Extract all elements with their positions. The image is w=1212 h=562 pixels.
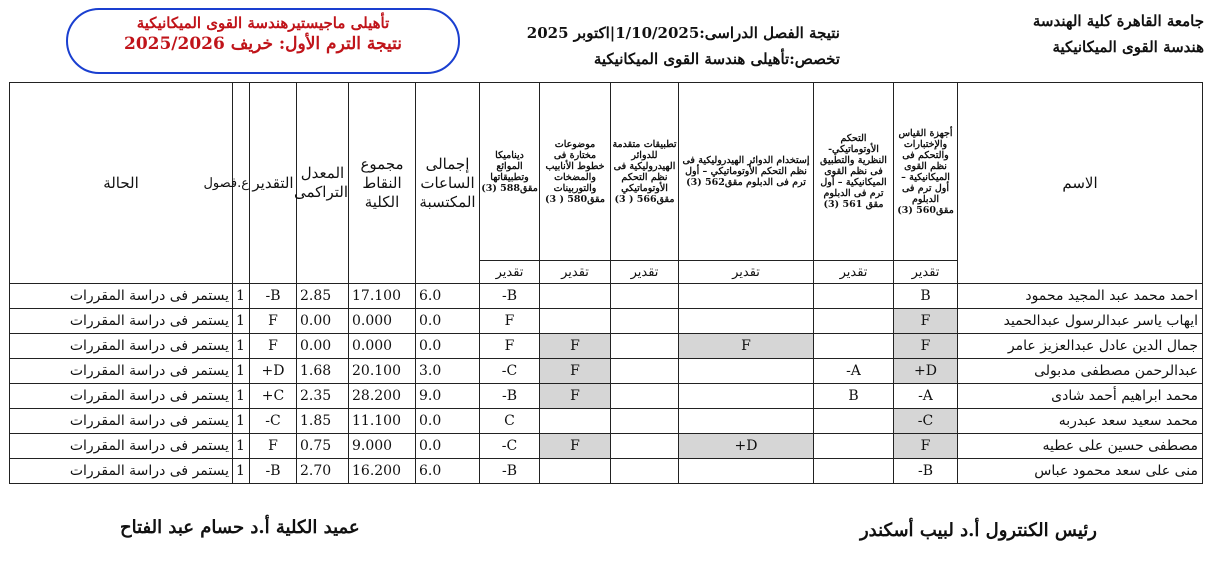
control-head-signature: رئيس الكنترول أ.د لبيب أسكندر	[859, 520, 1097, 541]
course-grade	[611, 434, 679, 459]
table-row	[10, 359, 1203, 384]
table-row	[10, 309, 1203, 334]
gpa-value: 0.00	[297, 309, 349, 334]
course-grade	[540, 309, 611, 334]
name-header: الاسم	[958, 83, 1203, 284]
gpa-value: 2.85	[297, 284, 349, 309]
results-table	[9, 82, 1203, 484]
final-grade: B-	[250, 284, 297, 309]
course-grade: F	[540, 434, 611, 459]
course-grade	[611, 384, 679, 409]
dean-signature: عميد الكلية أ.د حسام عبد الفتاح	[120, 517, 360, 538]
student-name: عبدالرحمن مصطفى مدبولى	[958, 359, 1203, 384]
course-grade: C-	[894, 409, 958, 434]
course-grade: A-	[894, 384, 958, 409]
course-grade: F	[894, 334, 958, 359]
student-status: يستمر فى دراسة المقررات	[10, 409, 233, 434]
student-status: يستمر فى دراسة المقررات	[10, 284, 233, 309]
course-grade	[679, 359, 814, 384]
student-name: احمد محمد عبد المجيد محمود	[958, 284, 1203, 309]
student-name: جمال الدين عادل عبدالعزيز عامر	[958, 334, 1203, 359]
course-grade: F	[540, 334, 611, 359]
taqdir-label: تقدير	[540, 261, 611, 284]
gpa-value: 2.70	[297, 459, 349, 484]
final-grade: B-	[250, 459, 297, 484]
title-box-line1: تأهيلى ماجيستيرهندسة القوى الميكانيكية	[136, 14, 390, 32]
course-grade: B-	[480, 284, 540, 309]
course-grade: B-	[894, 459, 958, 484]
gpa-value: 1.85	[297, 409, 349, 434]
course-grade	[814, 434, 894, 459]
total-points: 16.200	[349, 459, 416, 484]
course-grade: B-	[480, 459, 540, 484]
course-grade	[540, 284, 611, 309]
student-name: محمد سعيد سعد عبدربه	[958, 409, 1203, 434]
course-header-566: تطبيقات متقدمة للدوائر الهيدروليكية فى نظم التحكم الأوتوماتيكي مقق566 ( 3)	[611, 83, 679, 261]
specialization: تخصص:تأهيلى هندسة القوى الميكانيكية	[593, 50, 840, 68]
course-grade: A-	[814, 359, 894, 384]
course-grade	[814, 309, 894, 334]
table-row	[10, 334, 1203, 359]
final-grade: F	[250, 334, 297, 359]
final-grade: F	[250, 434, 297, 459]
course-grade: F	[894, 434, 958, 459]
gpa-value: 0.00	[297, 334, 349, 359]
course-header-562: إستخدام الدوائر الهيدروليكية فى نظم التحكم الأوتوماتيكي – أول ترم فى الدبلوم مقق562 (3)	[679, 83, 814, 261]
course-grade: C-	[480, 359, 540, 384]
student-name: ايهاب ياسر عبدالرسول عبدالحميد	[958, 309, 1203, 334]
course-grade	[611, 334, 679, 359]
course-grade	[540, 409, 611, 434]
earned-hours: 6.0	[416, 284, 480, 309]
course-grade: B	[814, 384, 894, 409]
course-grade: F	[894, 309, 958, 334]
points-header: مجموع النقاط الكلية	[349, 83, 416, 284]
course-grade: F	[480, 334, 540, 359]
earned-hours: 6.0	[416, 459, 480, 484]
title-box	[66, 8, 460, 74]
student-status: يستمر فى دراسة المقررات	[10, 384, 233, 409]
result-header	[460, 20, 840, 72]
total-points: 0.000	[349, 334, 416, 359]
course-grade: B-	[480, 384, 540, 409]
table-row	[10, 434, 1203, 459]
course-grade	[814, 284, 894, 309]
table-row	[10, 384, 1203, 409]
course-header-560: أجهزة القياس والإختبارات والتحكم فى نظم القوى الميكانيكية – أول ترم فى الدبلوم مقق560 (3)	[894, 83, 958, 261]
course-grade	[679, 459, 814, 484]
taqdir-label: تقدير	[814, 261, 894, 284]
student-status: يستمر فى دراسة المقررات	[10, 334, 233, 359]
grade-header: التقدير	[250, 83, 297, 284]
course-grade: C-	[480, 434, 540, 459]
student-status: يستمر فى دراسة المقررات	[10, 459, 233, 484]
final-grade: C-	[250, 409, 297, 434]
course-grade: B	[894, 284, 958, 309]
course-grade	[814, 459, 894, 484]
results-table-wrapper	[10, 82, 1203, 512]
university-header	[964, 8, 1204, 60]
course-grade	[679, 409, 814, 434]
total-points: 9.000	[349, 434, 416, 459]
terms-count: 1	[233, 384, 250, 409]
terms-count: 1	[233, 434, 250, 459]
final-grade: C+	[250, 384, 297, 409]
course-grade: F	[679, 334, 814, 359]
status-header: الحالة	[10, 83, 233, 284]
course-grade	[611, 284, 679, 309]
taqdir-label: تقدير	[894, 261, 958, 284]
taqdir-label: تقدير	[611, 261, 679, 284]
course-grade	[611, 359, 679, 384]
gpa-header: المعدل التراكمى	[297, 83, 349, 284]
course-grade	[679, 284, 814, 309]
course-grade: C	[480, 409, 540, 434]
total-points: 0.000	[349, 309, 416, 334]
terms-count: 1	[233, 459, 250, 484]
terms-header: ع.فصول	[233, 83, 250, 284]
final-grade: F	[250, 309, 297, 334]
total-points: 28.200	[349, 384, 416, 409]
student-name: منى على سعد محمود عباس	[958, 459, 1203, 484]
course-grade	[679, 384, 814, 409]
earned-hours: 9.0	[416, 384, 480, 409]
final-grade: D+	[250, 359, 297, 384]
terms-count: 1	[233, 359, 250, 384]
gpa-value: 2.35	[297, 384, 349, 409]
semester-result: نتيجة الفصل الدراسى:1/10/2025|اكتوبر 2025	[526, 24, 840, 42]
student-status: يستمر فى دراسة المقررات	[10, 434, 233, 459]
course-grade	[611, 459, 679, 484]
course-grade	[611, 309, 679, 334]
terms-count: 1	[233, 284, 250, 309]
course-grade: D+	[894, 359, 958, 384]
course-header-588: ديناميكا الموائع وتطبيقاتها مقق588 (3)	[480, 83, 540, 261]
student-name: مصطفى حسين على عطيه	[958, 434, 1203, 459]
course-grade: F	[480, 309, 540, 334]
course-grade	[679, 309, 814, 334]
course-grade	[814, 334, 894, 359]
earned-hours: 0.0	[416, 334, 480, 359]
student-status: يستمر فى دراسة المقررات	[10, 359, 233, 384]
taqdir-label: تقدير	[679, 261, 814, 284]
terms-count: 1	[233, 409, 250, 434]
course-grade: D+	[679, 434, 814, 459]
total-points: 11.100	[349, 409, 416, 434]
taqdir-label: تقدير	[480, 261, 540, 284]
course-grade	[814, 409, 894, 434]
course-grade: F	[540, 359, 611, 384]
results-body	[10, 284, 1203, 484]
terms-count: 1	[233, 334, 250, 359]
student-status: يستمر فى دراسة المقررات	[10, 309, 233, 334]
course-grade	[540, 459, 611, 484]
total-points: 20.100	[349, 359, 416, 384]
student-name: محمد ابراهيم أحمد شادى	[958, 384, 1203, 409]
university-name: جامعة القاهرة كلية الهندسة	[1032, 12, 1204, 30]
course-grade	[611, 409, 679, 434]
table-row	[10, 459, 1203, 484]
earned-hours: 3.0	[416, 359, 480, 384]
total-points: 17.100	[349, 284, 416, 309]
earned-hours: 0.0	[416, 409, 480, 434]
earned-hours: 0.0	[416, 434, 480, 459]
terms-count: 1	[233, 309, 250, 334]
table-row	[10, 284, 1203, 309]
course-header-580: موضوعات مختارة فى خطوط الأنابيب والمضخات والتوربينات مقق580 ( 3)	[540, 83, 611, 261]
course-grade: F	[540, 384, 611, 409]
gpa-value: 0.75	[297, 434, 349, 459]
table-row	[10, 409, 1203, 434]
hours-header: إجمالى الساعات المكتسبة	[416, 83, 480, 284]
course-header-561: التحكم الأوتوماتيكي- النظرية والتطبيق فى نظم القوى الميكانيكية – أول ترم فى الدبلوم مقق 561 (3)	[814, 83, 894, 261]
gpa-value: 1.68	[297, 359, 349, 384]
department-name: هندسة القوى الميكانيكية	[1052, 38, 1204, 56]
earned-hours: 0.0	[416, 309, 480, 334]
title-box-line2: نتيجة الترم الأول: خريف 2025/2026	[123, 34, 402, 54]
